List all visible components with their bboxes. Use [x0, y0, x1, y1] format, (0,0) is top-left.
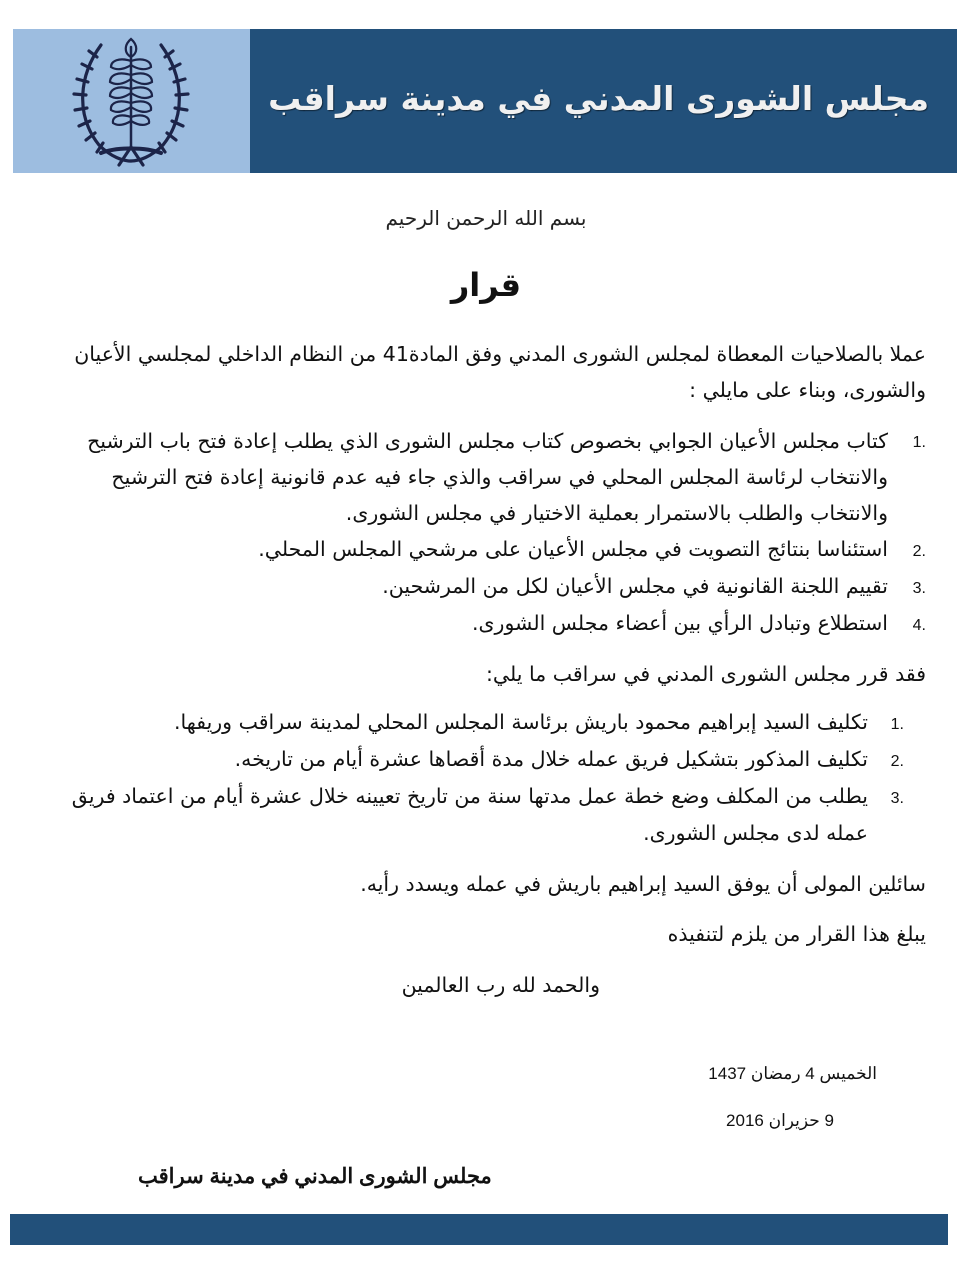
list-number: 1.	[912, 434, 926, 451]
list-item-text: تكليف السيد إبراهيم محمود باريش برئاسة المجلس المحلي لمدينة سراقب وريفها.	[173, 710, 868, 734]
list-item	[38, 778, 904, 852]
considerations-list	[38, 423, 926, 642]
notification-line: يبلغ هذا القرار من يلزم لتنفيذه	[667, 922, 926, 946]
closing-prayer: سائلين المولى أن يوفق السيد إبراهيم باريش في عمله ويسدد رأيه.	[360, 872, 926, 896]
hijri-date: الخميس 4 رمضان 1437	[708, 1064, 877, 1083]
list-item	[38, 704, 904, 741]
list-item	[38, 605, 926, 642]
decision-lead: فقد قرر مجلس الشورى المدني في سراقب ما يلي:	[485, 662, 926, 686]
signature-organization: مجلس الشورى المدني في مدينة سراقب	[138, 1165, 492, 1188]
list-number: 4.	[912, 617, 926, 634]
list-item-text: تقييم اللجنة القانونية في مجلس الأعيان لكل من المرشحين.	[382, 574, 888, 598]
gregorian-date: 9 حزيران 2016	[726, 1111, 834, 1130]
list-item-text: كتاب مجلس الأعيان الجوابي بخصوص كتاب مجلس الشورى الذي يطلب إعادة فتح باب الترشيح والانتخاب لرئاسة المجلس المحلي في سراقب والذي جاء فيه عدم قانونية إعادة فتح الترشيح والانتخاب والطلب بالاستمرار بعملية الاختيار في مجلس الشورى.	[87, 429, 888, 525]
list-item	[38, 568, 926, 605]
list-number: 2.	[912, 543, 926, 560]
list-item-text: يطلب من المكلف وضع خطة عمل مدتها سنة من تاريخ تعيينه خلال عشرة أيام من اعتماد فريق عمله لدى مجلس الشورى.	[71, 784, 868, 845]
praise-line: والحمد لله رب العالمين	[401, 973, 600, 997]
intro-paragraph: عملا بالصلاحيات المعطاة لمجلس الشورى المدني وفق المادة41 من النظام الداخلي لمجلسي الأعيان والشورى، وبناء على مايلي :	[74, 342, 926, 402]
list-item	[38, 531, 926, 568]
list-item-text: استئناسا بنتائج التصويت في مجلس الأعيان على مرشحي المجلس المحلي.	[258, 537, 888, 561]
logo-panel	[13, 29, 250, 173]
wheat-laurel-wreath-icon	[61, 35, 201, 167]
list-number: 1.	[890, 716, 904, 733]
list-item-text: استطلاع وتبادل الرأي بين أعضاء مجلس الشورى.	[472, 611, 888, 635]
list-number: 3.	[890, 790, 904, 807]
basmala: بسم الله الرحمن الرحيم	[385, 206, 587, 230]
decisions-list	[38, 704, 904, 852]
list-number: 2.	[890, 753, 904, 770]
organization-title: مجلس الشورى المدني في مدينة سراقب	[268, 79, 929, 118]
letterhead-banner	[13, 29, 957, 173]
list-item-text: تكليف المذكور بتشكيل فريق عمله خلال مدة أقصاها عشرة أيام من تاريخه.	[234, 747, 868, 771]
title-band	[250, 29, 957, 173]
document-heading: قرار	[450, 266, 522, 304]
list-item	[38, 741, 904, 778]
list-number: 3.	[912, 580, 926, 597]
list-item	[38, 423, 926, 531]
footer-bar	[10, 1214, 948, 1245]
